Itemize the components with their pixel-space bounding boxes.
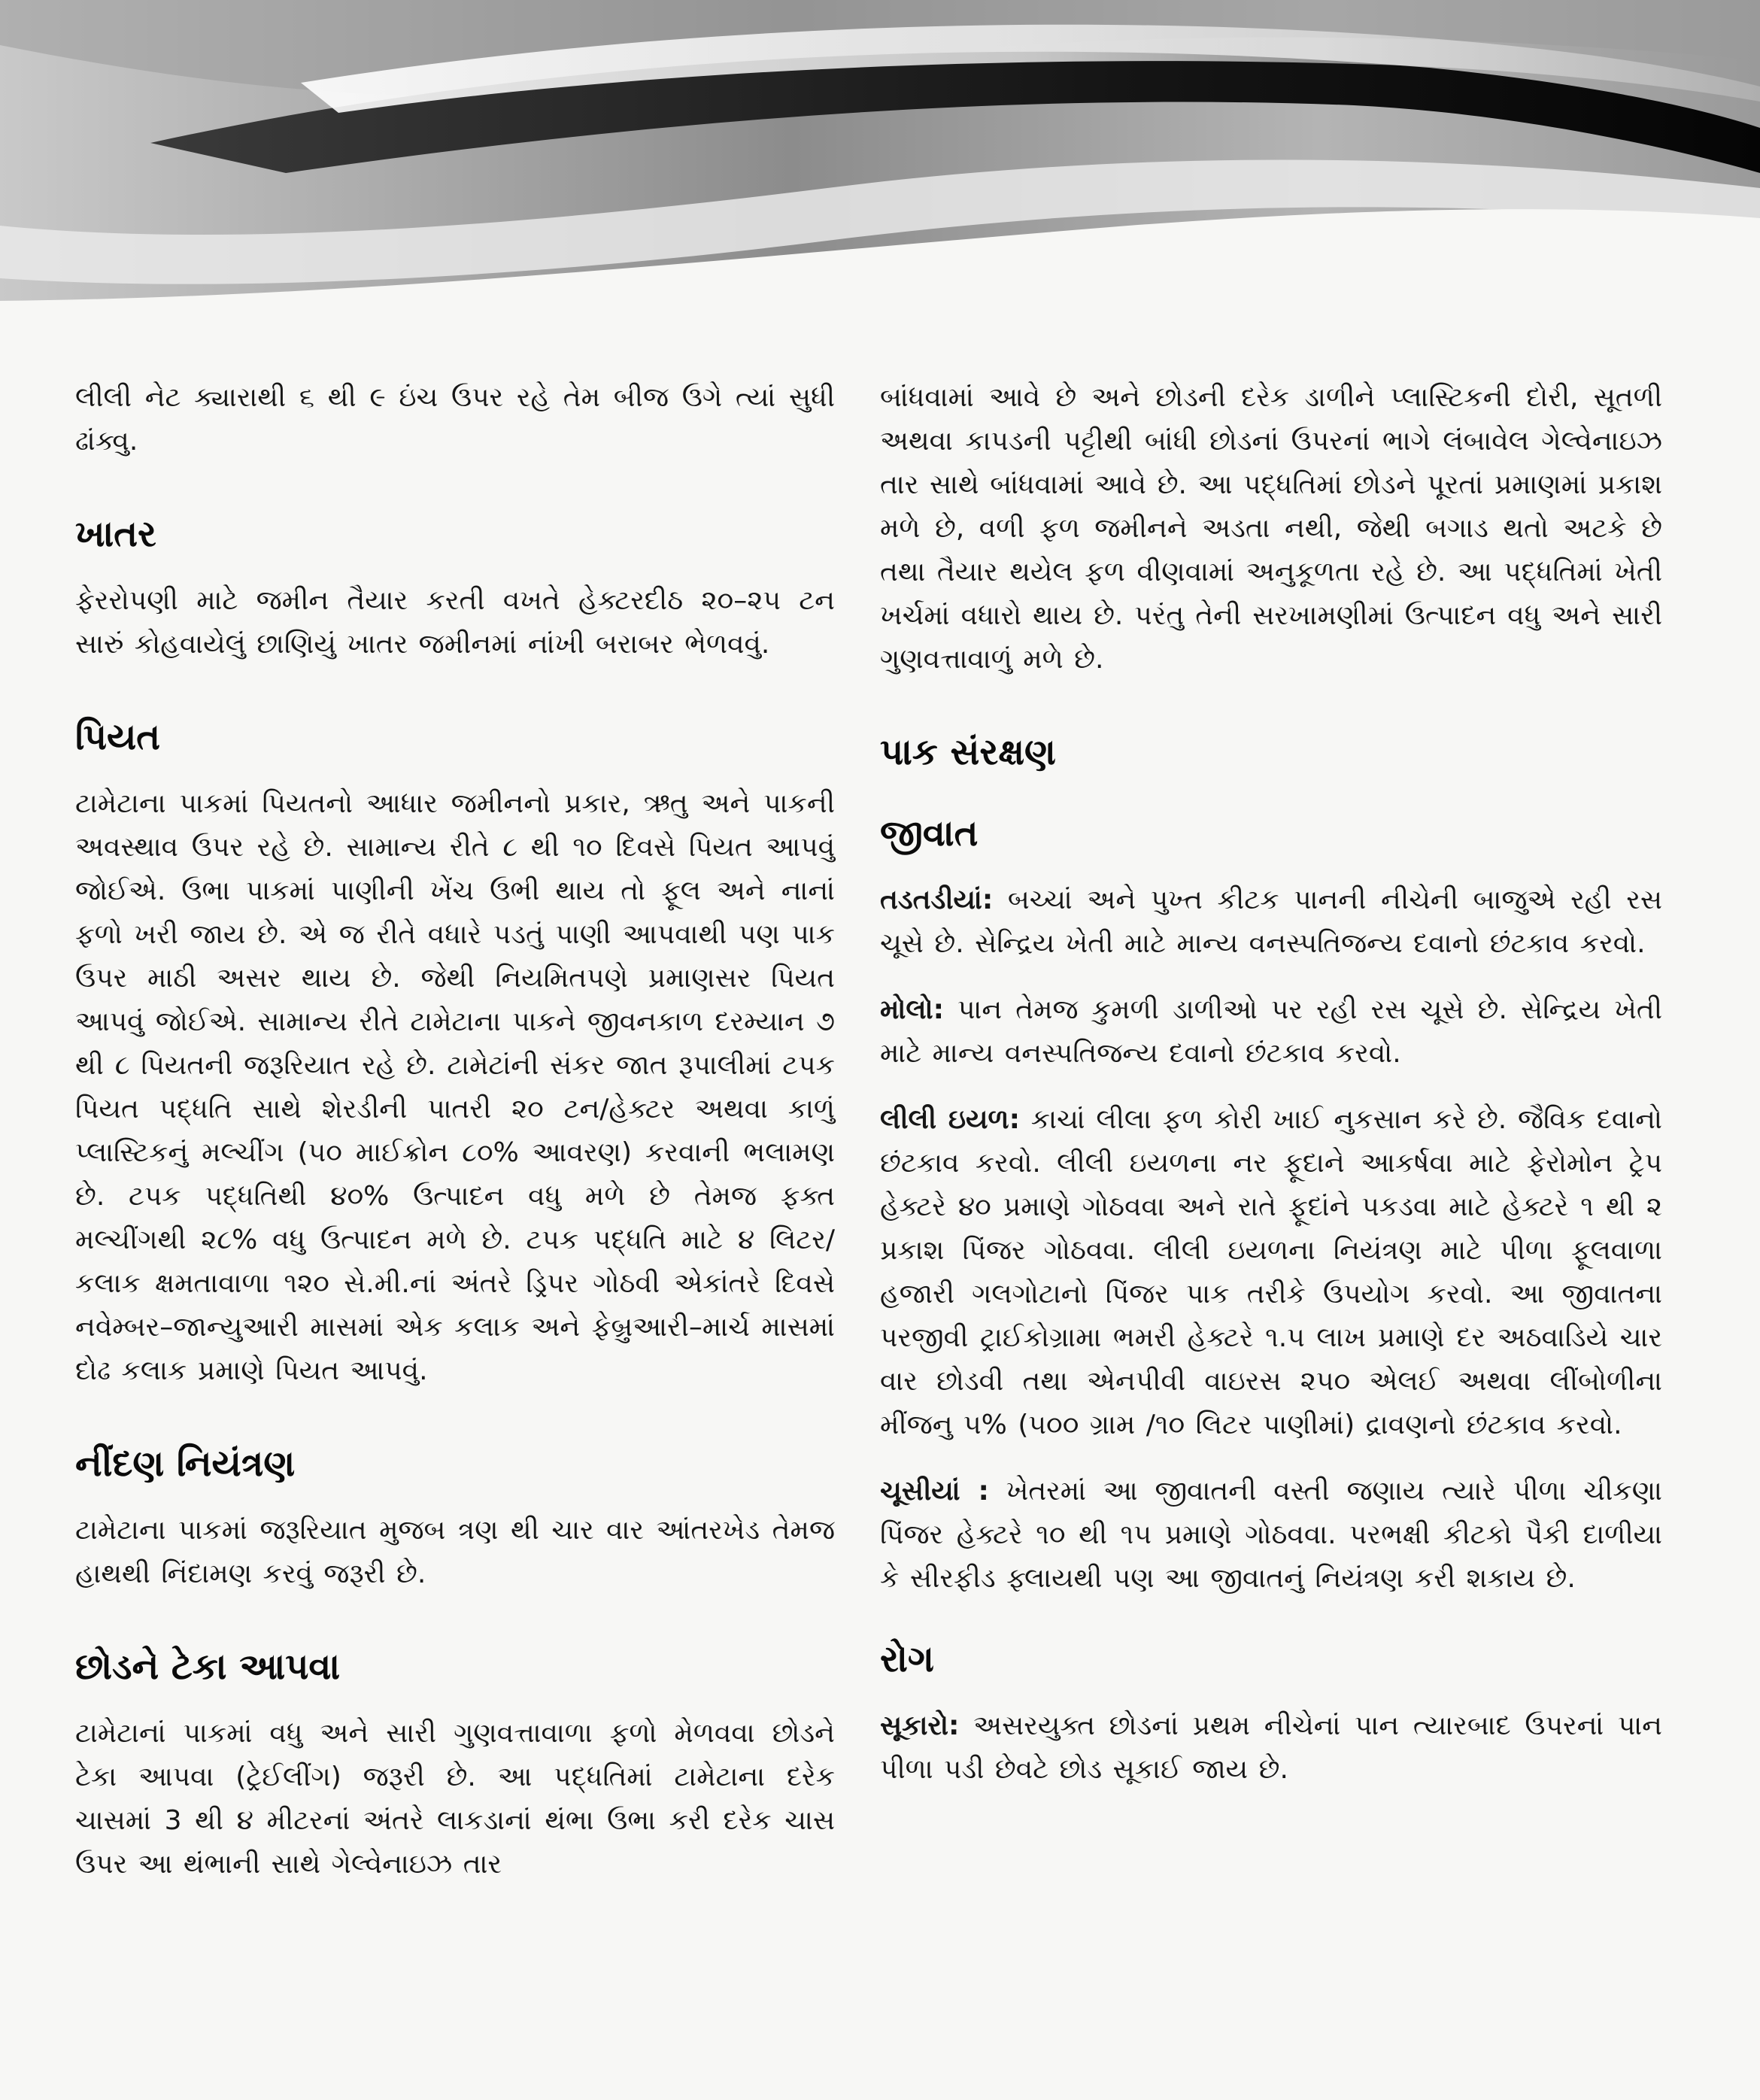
disease-wilt-paragraph [880,1704,1662,1792]
left-column [75,376,835,1886]
weed-control-paragraph: ટામેટાના પાકમાં જરૂરિયાત મુજબ ત્રણ થી ચાર વાર આંતરખેડ તેમજ હાથથી નિંદામણ કરવું જરૂરી છે. [75,1515,835,1589]
pest-jassids-label: તડતડીયાં: [880,885,994,915]
pest-sucking-label: ચૂસીયાં : [880,1476,989,1507]
staking-continued-paragraph: બાંધવામાં આવે છે અને છોડની દરેક ડાળીને પ્લાસ્ટિકની દોરી, સૂતળી અથવા કાપડની પટ્ટીથી બાંધી છોડનાં ઉપરનાં ભાગે લંબાવેલ ગેલ્વેનાઇઝ તાર સાથે બાંધવામાં આવે છે. આ પદ્ધતિમાં છોડને પૂરતાં પ્રમાણમાં પ્રકાશ મળે છે, વળી ફળ જમીનને અડતા નથી, જેથી બગાડ થતો અટકે છે તથા તૈયાર થયેલ ફળ વીણવામાં અનુકૂળતા રહે છે. આ પદ્ધતિમાં ખેતી ખર્ચમાં વધારો થાય છે. પરંતુ તેની સરખામણીમાં ઉત્પાદન વધુ અને સારી ગુણવત્તાવાળું મળે છે. [880,382,1662,675]
right-column [880,376,1662,1792]
intro-paragraph: લીલી નેટ ક્યારાથી ૬ થી ૯ ઇંચ ઉપર રહે તેમ બીજ ઉગે ત્યાં સુધી ઢાંક્વુ. [75,382,835,457]
pest-aphids-paragraph [880,988,1662,1076]
pest-fruit-borer-paragraph [880,1098,1662,1447]
section-heading-manure: ખાતર [75,513,156,555]
disease-wilt-text: અસરયુક્ત છોડનાં પ્રથમ નીચેનાં પાન ત્યારબાદ ઉપરનાં પાન પીળા પડી છેવટે છોડ સૂકાઈ જાય છે. [880,1710,1662,1785]
irrigation-paragraph: ટામેટાના પાકમાં પિયતનો આધાર જમીનનો પ્રકાર, ઋતુ અને પાકની અવસ્થાવ ઉપર રહે છે. સામાન્ય રીતે ૮ થી ૧૦ દિવસે પિયત આપવું જોઈએ. ઉભા પાકમાં પાણીની ખેંચ ઉભી થાય તો ફૂલ અને નાનાં ફળો ખરી જાય છે. એ જ રીતે વધારે પડતું પાણી આપવાથી પણ પાક ઉપર માઠી અસર થાય છે. જેથી નિયમિતપણે પ્રમાણસર પિયત આપવું જોઈએ. સામાન્ય રીતે ટામેટાના પાકને જીવનકાળ દરમ્યાન ૭ થી ૮ પિયતની જરૂરિયાત રહે છે. ટામેટાંની સંકર જાત રૂપાલીમાં ટપક પિયત પદ્ધતિ સાથે શેરડીની પાતરી ૨૦ ટન/હેક્ટર અથવા કાળું પ્લાસ્ટિકનું મલ્ચીંગ (૫૦ માઈક્રોન ૮૦% આવરણ) કરવાની ભલામણ છે. ટપક પદ્ધતિથી ૪૦% ઉત્પાદન વધુ મળે છે તેમજ ફક્ત મલ્ચીંગથી ૨૮% વધુ ઉત્પાદન મળે છે. ટપક પદ્ધતિ માટે ૪ લિટર/કલાક ક્ષમતાવાળા ૧૨૦ સે.મી.નાં અંતરે ડ્રિપર ગોઠવી એકાંતરે દિવસે નવેમ્બર–જાન્યુઆરી માસમાં એક કલાક અને ફેબ્રુઆરી–માર્ચ માસમાં દોઢ કલાક પ્રમાણે પિયત આપવું. [75,788,835,1386]
subheading-pests: જીવાત [880,812,979,854]
section-heading-staking: છોડને ટેકા આપવા [75,1646,341,1688]
pest-fruit-borer-text: કાચાં લીલા ફળ કોરી ખાઈ નુકસાન કરે છે. જૈવિક દવાનો છંટકાવ કરવો. લીલી ઇયળના નર ફૂદાને આકર્ષવા માટે ફેરોમોન ટ્રેપ હેક્ટરે ૪૦ પ્રમાણે ગોઠવવા અને રાતે ફૂદાંને પકડવા માટે હેક્ટરે ૧ થી ૨ પ્રકાશ પિંજર ગોઠવવા. લીલી ઇયળના નિયંત્રણ માટે પીળા ફૂલવાળા હજારી ગલગોટાનો પિંજર પાક તરીકે ઉપયોગ કરવો. આ જીવાતના પરજીવી ટ્રાઈકોગ્રામા ભમરી હેક્ટરે ૧.૫ લાખ પ્રમાણે દર અઠવાડિયે ચાર વાર છોડવી તથા એનપીવી વાઇરસ ૨૫૦ એલઈ અથવા લીંબોળીના મીંજનુ ૫% (૫૦૦ ગ્રામ /૧૦ લિટર પાણીમાં) દ્રાવણનો છંટકાવ કરવો. [880,1104,1662,1440]
section-heading-diseases: રોગ [880,1638,934,1680]
decorative-swoosh-banner [0,0,1760,331]
section-heading-crop-protection: પાક સંરક્ષણ [880,731,1056,773]
manure-paragraph: ફેરરોપણી માટે જમીન તૈયાર કરતી વખતે હેક્ટરદીઠ ૨૦–૨૫ ટન સારું કોહવાયેલું છાણિયું ખાતર જમીનમાં નાંખી બરાબર ભેળવવું. [75,585,835,660]
section-heading-irrigation: પિયત [75,716,161,758]
section-heading-weed-control: નીંદણ નિયંત્રણ [75,1443,296,1485]
pest-aphids-label: મોલો: [880,994,945,1025]
pest-jassids-text: બચ્ચાં અને પુખ્ત કીટક પાનની નીચેની બાજુએ રહી રસ ચૂસે છે. સેન્દ્રિય ખેતી માટે માન્ય વનસ્પતિજન્ય દવાનો છંટકાવ કરવો. [880,885,1662,959]
pest-fruit-borer-label: લીલી ઇયળ: [880,1104,1020,1135]
pest-sucking-paragraph [880,1470,1662,1601]
pest-sucking-text: ખેતરમાં આ જીવાતની વસ્તી જણાય ત્યારે પીળા ચીકણા પિંજર હેક્ટરે ૧૦ થી ૧૫ પ્રમાણે ગોઠવવા. પરભક્ષી કીટકો પૈકી દાળીયા કે સીરફીડ ફ્લાયથી પણ આ જીવાતનું નિયંત્રણ કરી શકાય છે. [880,1476,1662,1594]
staking-paragraph: ટામેટાનાં પાકમાં વધુ અને સારી ગુણવત્તાવાળા ફળો મેળવવા છોડને ટેકા આપવા (ટ્રેઈલીંગ) જરૂરી છે. આ પદ્ધતિમાં ટામેટાના દરેક ચાસમાં 3 થી ૪ મીટરનાં અંતરે લાકડાનાં થંભા ઉભા કરી દરેક ચાસ ઉપર આ થંભાની સાથે ગેલ્વેનાઇઝ તાર [75,1718,835,1880]
disease-wilt-label: સૂકારો: [880,1710,960,1741]
pest-jassids-paragraph [880,879,1662,966]
pest-aphids-text: પાન તેમજ કુમળી ડાળીઓ પર રહી રસ ચૂસે છે. સેન્દ્રિય ખેતી માટે માન્ય વનસ્પતિજન્ય દવાનો છંટકાવ કરવો. [880,994,1662,1069]
